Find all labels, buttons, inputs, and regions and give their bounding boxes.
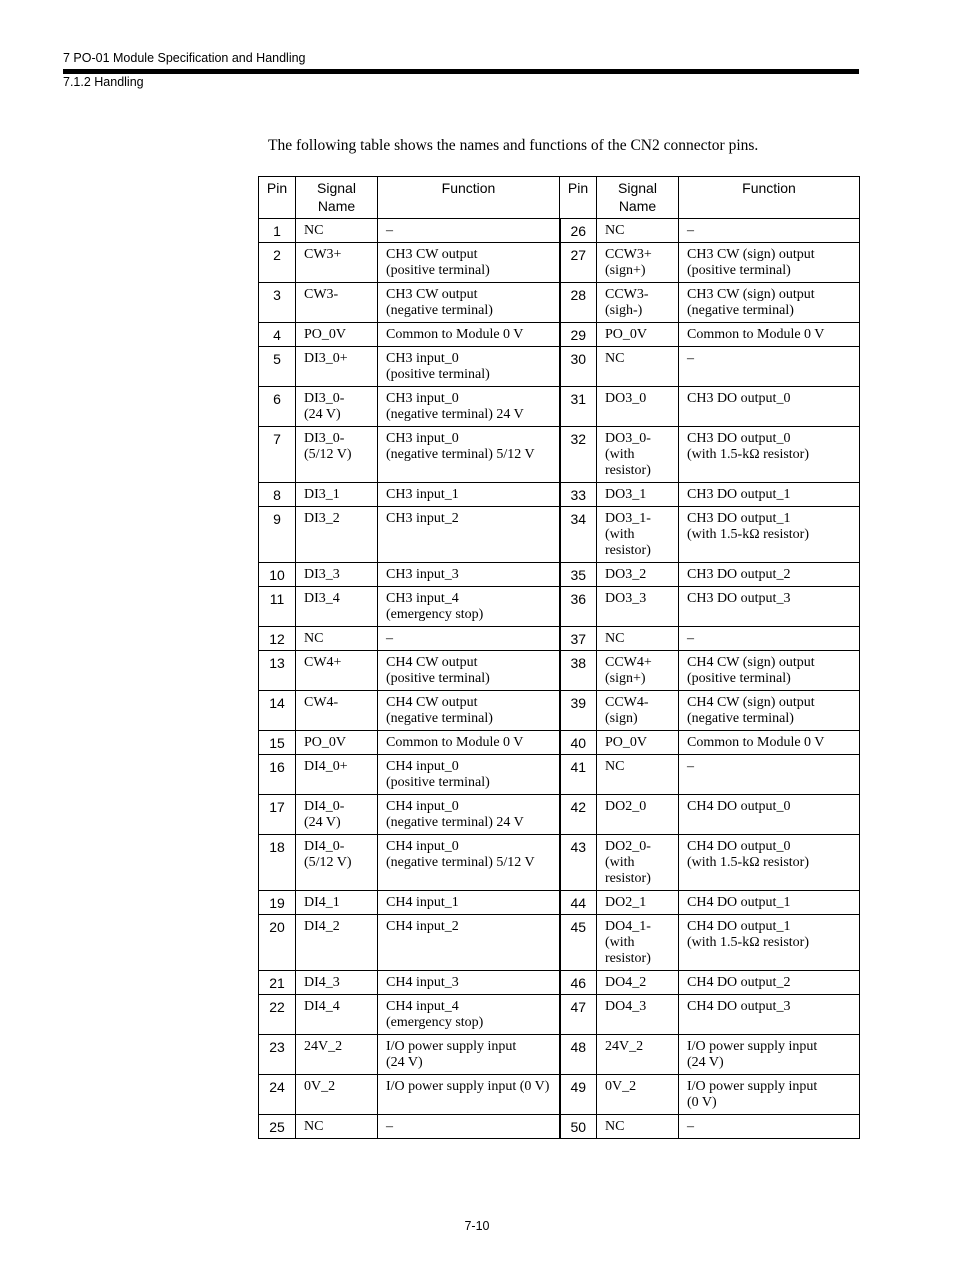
function-cell: CH3 CW output (positive terminal) bbox=[378, 243, 560, 283]
function-cell: CH3 CW (sign) output (negative terminal) bbox=[679, 283, 860, 323]
pin-number: 41 bbox=[560, 755, 597, 795]
pin-number: 26 bbox=[560, 219, 597, 243]
function-cell: CH4 CW (sign) output (negative terminal) bbox=[679, 691, 860, 731]
table-row bbox=[259, 563, 860, 587]
table-row bbox=[259, 243, 860, 283]
pin-number: 2 bbox=[259, 243, 296, 283]
signal-name: DI3_1 bbox=[296, 483, 378, 507]
signal-name: DO2_1 bbox=[597, 891, 679, 915]
pin-number: 47 bbox=[560, 995, 597, 1035]
table-row bbox=[259, 971, 860, 995]
function-cell: I/O power supply input (0 V) bbox=[378, 1075, 560, 1115]
pin-number: 24 bbox=[259, 1075, 296, 1115]
table-row bbox=[259, 347, 860, 387]
table-row bbox=[259, 995, 860, 1035]
function-cell: CH3 DO output_3 bbox=[679, 587, 860, 627]
signal-name: DO2_0 bbox=[597, 795, 679, 835]
function-cell: CH4 input_0 (positive terminal) bbox=[378, 755, 560, 795]
signal-name: CW3- bbox=[296, 283, 378, 323]
function-cell: Common to Module 0 V bbox=[679, 323, 860, 347]
pin-number: 19 bbox=[259, 891, 296, 915]
function-cell: CH3 DO output_1 (with 1.5-kΩ resistor) bbox=[679, 507, 860, 563]
table-row bbox=[259, 387, 860, 427]
chapter-header: 7 PO-01 Module Specification and Handling bbox=[63, 51, 306, 65]
signal-name: NC bbox=[597, 347, 679, 387]
pin-number: 37 bbox=[560, 627, 597, 651]
pin-number: 45 bbox=[560, 915, 597, 971]
function-cell: CH4 DO output_0 bbox=[679, 795, 860, 835]
table-row bbox=[259, 1075, 860, 1115]
signal-name: NC bbox=[296, 627, 378, 651]
pin-number: 33 bbox=[560, 483, 597, 507]
table-row bbox=[259, 891, 860, 915]
table-row bbox=[259, 507, 860, 563]
pin-number: 40 bbox=[560, 731, 597, 755]
signal-name: DO4_1- (with resistor) bbox=[597, 915, 679, 971]
header-function-right: Function bbox=[679, 177, 860, 219]
table-row bbox=[259, 755, 860, 795]
pin-number: 44 bbox=[560, 891, 597, 915]
signal-name: CW4- bbox=[296, 691, 378, 731]
signal-name: DI4_3 bbox=[296, 971, 378, 995]
pin-number: 3 bbox=[259, 283, 296, 323]
signal-name: DI3_4 bbox=[296, 587, 378, 627]
function-cell: – bbox=[378, 1115, 560, 1139]
signal-name: DI4_0- (5/12 V) bbox=[296, 835, 378, 891]
function-cell: CH4 DO output_0 (with 1.5-kΩ resistor) bbox=[679, 835, 860, 891]
function-cell: – bbox=[679, 1115, 860, 1139]
header-rule bbox=[63, 69, 859, 74]
signal-name: CCW3- (sigh-) bbox=[597, 283, 679, 323]
function-cell: CH3 input_1 bbox=[378, 483, 560, 507]
signal-name: DO3_1 bbox=[597, 483, 679, 507]
table-row bbox=[259, 1035, 860, 1075]
signal-name: DI3_0- (24 V) bbox=[296, 387, 378, 427]
signal-name: 0V_2 bbox=[296, 1075, 378, 1115]
pin-number: 42 bbox=[560, 795, 597, 835]
function-cell: CH4 CW output (positive terminal) bbox=[378, 651, 560, 691]
pin-number: 21 bbox=[259, 971, 296, 995]
signal-name: CCW3+ (sign+) bbox=[597, 243, 679, 283]
pin-number: 35 bbox=[560, 563, 597, 587]
signal-name: DO3_1- (with resistor) bbox=[597, 507, 679, 563]
pin-number: 4 bbox=[259, 323, 296, 347]
intro-paragraph: The following table shows the names and functions of the CN2 connector pins. bbox=[268, 137, 759, 154]
function-cell: – bbox=[378, 219, 560, 243]
signal-name: DI4_2 bbox=[296, 915, 378, 971]
pin-number: 15 bbox=[259, 731, 296, 755]
function-cell: I/O power supply input (0 V) bbox=[679, 1075, 860, 1115]
signal-name: NC bbox=[296, 1115, 378, 1139]
pin-number: 27 bbox=[560, 243, 597, 283]
signal-name: DI4_4 bbox=[296, 995, 378, 1035]
function-cell: I/O power supply input (24 V) bbox=[378, 1035, 560, 1075]
signal-name: DI4_0+ bbox=[296, 755, 378, 795]
table-row bbox=[259, 915, 860, 971]
pin-number: 31 bbox=[560, 387, 597, 427]
header-function-left: Function bbox=[378, 177, 560, 219]
header-signal-left: Signal Name bbox=[296, 177, 378, 219]
pin-number: 32 bbox=[560, 427, 597, 483]
table-row bbox=[259, 795, 860, 835]
section-header: 7.1.2 Handling bbox=[63, 75, 144, 89]
function-cell: CH3 DO output_2 bbox=[679, 563, 860, 587]
pin-number: 18 bbox=[259, 835, 296, 891]
pin-number: 43 bbox=[560, 835, 597, 891]
pin-number: 9 bbox=[259, 507, 296, 563]
signal-name: NC bbox=[597, 1115, 679, 1139]
cn2-pin-table bbox=[258, 176, 860, 1139]
signal-name: NC bbox=[597, 627, 679, 651]
function-cell: Common to Module 0 V bbox=[679, 731, 860, 755]
signal-name: DI3_0+ bbox=[296, 347, 378, 387]
signal-name: CW4+ bbox=[296, 651, 378, 691]
signal-name: 24V_2 bbox=[597, 1035, 679, 1075]
pin-number: 50 bbox=[560, 1115, 597, 1139]
function-cell: CH3 input_0 (positive terminal) bbox=[378, 347, 560, 387]
table-row bbox=[259, 283, 860, 323]
pin-number: 1 bbox=[259, 219, 296, 243]
signal-name: DO3_0 bbox=[597, 387, 679, 427]
pin-number: 8 bbox=[259, 483, 296, 507]
signal-name: DO4_3 bbox=[597, 995, 679, 1035]
signal-name: NC bbox=[597, 219, 679, 243]
function-cell: CH4 input_2 bbox=[378, 915, 560, 971]
table-row bbox=[259, 483, 860, 507]
table-row bbox=[259, 627, 860, 651]
pin-number: 30 bbox=[560, 347, 597, 387]
pin-number: 12 bbox=[259, 627, 296, 651]
pin-number: 6 bbox=[259, 387, 296, 427]
table-row bbox=[259, 651, 860, 691]
signal-name: 0V_2 bbox=[597, 1075, 679, 1115]
function-cell: CH4 input_1 bbox=[378, 891, 560, 915]
function-cell: – bbox=[679, 627, 860, 651]
function-cell: CH4 DO output_1 bbox=[679, 891, 860, 915]
page-number: 7-10 bbox=[464, 1219, 490, 1233]
function-cell: CH3 input_2 bbox=[378, 507, 560, 563]
function-cell: CH3 input_4 (emergency stop) bbox=[378, 587, 560, 627]
function-cell: CH3 DO output_0 bbox=[679, 387, 860, 427]
pin-number: 23 bbox=[259, 1035, 296, 1075]
signal-name: DO2_0- (with resistor) bbox=[597, 835, 679, 891]
signal-name: CW3+ bbox=[296, 243, 378, 283]
pin-number: 17 bbox=[259, 795, 296, 835]
header-pin-left: Pin bbox=[259, 177, 296, 219]
signal-name: DI3_0- (5/12 V) bbox=[296, 427, 378, 483]
signal-name: DO3_3 bbox=[597, 587, 679, 627]
signal-name: NC bbox=[597, 755, 679, 795]
table-row bbox=[259, 427, 860, 483]
header-signal-right: Signal Name bbox=[597, 177, 679, 219]
function-cell: – bbox=[679, 347, 860, 387]
pin-number: 7 bbox=[259, 427, 296, 483]
function-cell: CH3 CW output (negative terminal) bbox=[378, 283, 560, 323]
table-row bbox=[259, 731, 860, 755]
signal-name: PO_0V bbox=[296, 323, 378, 347]
pin-number: 16 bbox=[259, 755, 296, 795]
signal-name: DI4_0- (24 V) bbox=[296, 795, 378, 835]
function-cell: CH4 DO output_1 (with 1.5-kΩ resistor) bbox=[679, 915, 860, 971]
pin-number: 29 bbox=[560, 323, 597, 347]
pin-number: 28 bbox=[560, 283, 597, 323]
signal-name: CCW4+ (sign+) bbox=[597, 651, 679, 691]
pin-number: 46 bbox=[560, 971, 597, 995]
signal-name: DI4_1 bbox=[296, 891, 378, 915]
pin-number: 20 bbox=[259, 915, 296, 971]
header-pin-right: Pin bbox=[560, 177, 597, 219]
function-cell: – bbox=[679, 219, 860, 243]
signal-name: 24V_2 bbox=[296, 1035, 378, 1075]
function-cell: CH3 CW (sign) output (positive terminal) bbox=[679, 243, 860, 283]
pin-number: 22 bbox=[259, 995, 296, 1035]
signal-name: NC bbox=[296, 219, 378, 243]
signal-name: DO3_0- (with resistor) bbox=[597, 427, 679, 483]
table-row bbox=[259, 835, 860, 891]
pin-number: 5 bbox=[259, 347, 296, 387]
function-cell: CH3 input_0 (negative terminal) 24 V bbox=[378, 387, 560, 427]
function-cell: CH4 DO output_3 bbox=[679, 995, 860, 1035]
function-cell: CH4 CW (sign) output (positive terminal) bbox=[679, 651, 860, 691]
signal-name: PO_0V bbox=[597, 731, 679, 755]
function-cell: Common to Module 0 V bbox=[378, 731, 560, 755]
function-cell: CH4 input_0 (negative terminal) 5/12 V bbox=[378, 835, 560, 891]
pin-number: 49 bbox=[560, 1075, 597, 1115]
signal-name: PO_0V bbox=[597, 323, 679, 347]
function-cell: CH4 input_4 (emergency stop) bbox=[378, 995, 560, 1035]
signal-name: DO4_2 bbox=[597, 971, 679, 995]
function-cell: I/O power supply input (24 V) bbox=[679, 1035, 860, 1075]
function-cell: CH4 input_0 (negative terminal) 24 V bbox=[378, 795, 560, 835]
signal-name: DI3_3 bbox=[296, 563, 378, 587]
function-cell: – bbox=[679, 755, 860, 795]
signal-name: DI3_2 bbox=[296, 507, 378, 563]
function-cell: CH3 DO output_0 (with 1.5-kΩ resistor) bbox=[679, 427, 860, 483]
signal-name: PO_0V bbox=[296, 731, 378, 755]
function-cell: CH4 CW output (negative terminal) bbox=[378, 691, 560, 731]
table-row bbox=[259, 1115, 860, 1139]
pin-number: 48 bbox=[560, 1035, 597, 1075]
pin-number: 11 bbox=[259, 587, 296, 627]
pin-number: 25 bbox=[259, 1115, 296, 1139]
pin-number: 36 bbox=[560, 587, 597, 627]
pin-number: 14 bbox=[259, 691, 296, 731]
function-cell: CH4 input_3 bbox=[378, 971, 560, 995]
pin-number: 39 bbox=[560, 691, 597, 731]
pin-number: 38 bbox=[560, 651, 597, 691]
function-cell: CH3 input_0 (negative terminal) 5/12 V bbox=[378, 427, 560, 483]
table-row bbox=[259, 587, 860, 627]
function-cell: CH3 DO output_1 bbox=[679, 483, 860, 507]
signal-name: CCW4- (sign) bbox=[597, 691, 679, 731]
table-row bbox=[259, 219, 860, 243]
pin-number: 10 bbox=[259, 563, 296, 587]
signal-name: DO3_2 bbox=[597, 563, 679, 587]
table-header-row bbox=[259, 177, 860, 219]
pin-number: 13 bbox=[259, 651, 296, 691]
table-row bbox=[259, 323, 860, 347]
function-cell: CH3 input_3 bbox=[378, 563, 560, 587]
function-cell: – bbox=[378, 627, 560, 651]
pin-number: 34 bbox=[560, 507, 597, 563]
function-cell: Common to Module 0 V bbox=[378, 323, 560, 347]
function-cell: CH4 DO output_2 bbox=[679, 971, 860, 995]
table-row bbox=[259, 691, 860, 731]
